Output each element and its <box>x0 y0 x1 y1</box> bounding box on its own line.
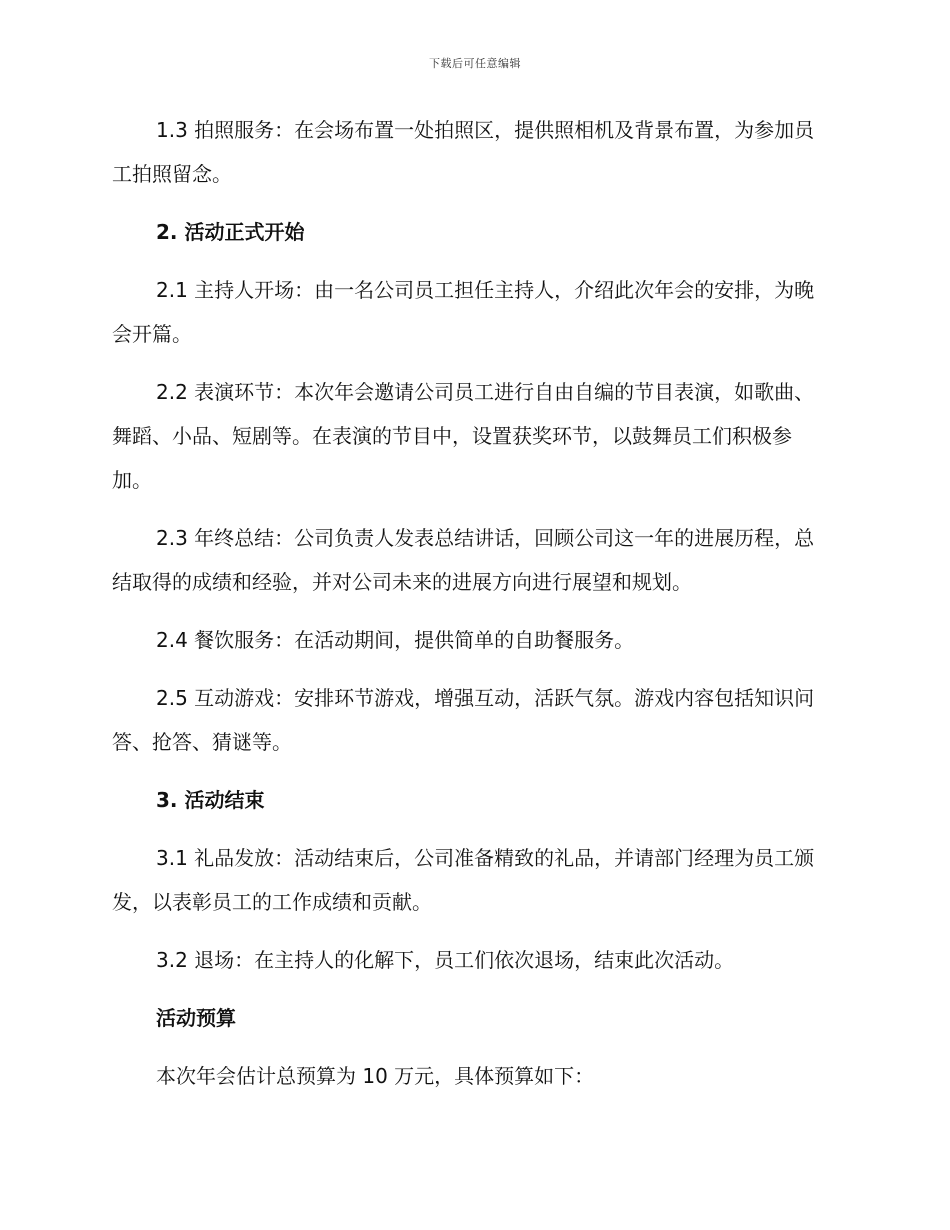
paragraph-2-3-year-end-summary: 2.3 年终总结：公司负责人发表总结讲话，回顾公司这一年的进展历程，总结取得的成绩和经验，并对公司未来的进展方向进行展望和规划。 <box>112 526 815 594</box>
paragraph-budget-total: 本次年会估计总预算为 10 万元，具体预算如下： <box>156 1064 595 1088</box>
heading-2-event-start: 2. 活动正式开始 <box>156 220 305 244</box>
heading-budget: 活动预算 <box>156 1006 236 1030</box>
paragraph-2-2-performances: 2.2 表演环节：本次年会邀请公司员工进行自由自编的节目表演，如歌曲、舞蹈、小品、短剧等。在表演的节目中，设置获奖环节，以鼓舞员工们积极参加。 <box>112 380 815 492</box>
heading-3-event-end: 3. 活动结束 <box>156 788 265 812</box>
paragraph-3-2-exit: 3.2 退场：在主持人的化解下，员工们依次退场，结束此次活动。 <box>156 948 735 972</box>
header-note: 下载后可任意编辑 <box>429 57 521 70</box>
document-body <box>112 108 830 1098</box>
paragraph-2-1-host-opening: 2.1 主持人开场：由一名公司员工担任主持人，介绍此次年会的安排，为晚会开篇。 <box>112 278 815 346</box>
paragraph-2-4-catering: 2.4 餐饮服务：在活动期间，提供简单的自助餐服务。 <box>156 628 635 652</box>
paragraph-1-3-photo-service: 1.3 拍照服务：在会场布置一处拍照区，提供照相机及背景布置，为参加员工拍照留念。 <box>112 118 815 186</box>
paragraph-3-1-gifts: 3.1 礼品发放：活动结束后，公司准备精致的礼品，并请部门经理为员工颁发，以表彰员工的工作成绩和贡献。 <box>112 846 815 914</box>
paragraph-2-5-games: 2.5 互动游戏：安排环节游戏，增强互动，活跃气氛。游戏内容包括知识问答、抢答、猜谜等。 <box>112 686 815 754</box>
